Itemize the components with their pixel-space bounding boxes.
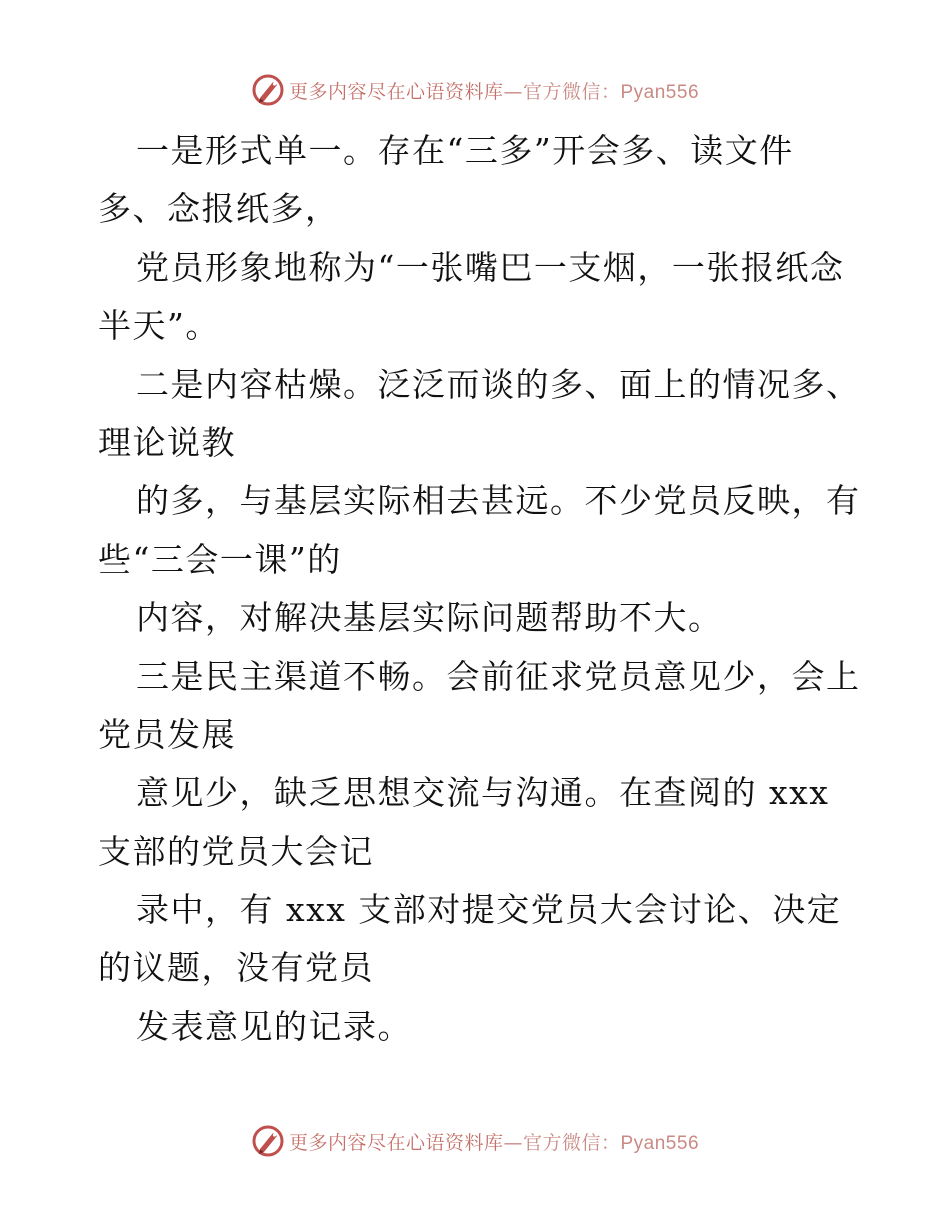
header-watermark-wechat-label: 官方微信： <box>522 80 621 103</box>
text-line-13: 支部的党员大会记 <box>98 831 374 871</box>
text-line-7: 的多，与基层实际相去甚远。不少党员反映，有 <box>136 481 861 521</box>
text-line-1: 一是形式单一。存在“三多”开会多、读文件 <box>136 131 794 170</box>
footer-watermark-wechat-label: 官方微信： <box>522 1131 621 1154</box>
header-watermark-banner <box>0 70 950 110</box>
text-line-5: 二是内容枯燥。泛泛而谈的多、面上的情况多、 <box>136 364 861 404</box>
text-line-11: 党员发展 <box>98 714 236 754</box>
footer-watermark-main: 更多内容尽在心语资料库 <box>288 1131 504 1154</box>
header-watermark-separator: — <box>503 80 523 103</box>
text-line-10: 三是民主渠道不畅。会前征求党员意见少，会上 <box>136 656 861 696</box>
header-watermark-text <box>289 77 699 104</box>
text-line-9: 内容，对解决基层实际问题帮助不大。 <box>136 598 723 638</box>
footer-watermark-text <box>289 1128 699 1155</box>
text-line-15: 的议题，没有党员 <box>98 948 374 988</box>
footer-watermark-banner <box>0 1121 950 1161</box>
pen-circle-logo-icon <box>251 73 285 107</box>
footer-watermark-wechat-id: Pyan556 <box>620 1132 700 1154</box>
pen-circle-logo-icon <box>251 1124 285 1158</box>
header-watermark-wechat-id: Pyan556 <box>620 81 700 103</box>
text-line-6: 理论说教 <box>98 422 236 462</box>
text-line-3: 党员形象地称为“一张嘴巴一支烟，一张报纸念 <box>136 247 845 287</box>
text-line-8: 些“三会一课”的 <box>98 539 342 579</box>
text-line-16: 发表意见的记录。 <box>136 1006 412 1046</box>
document-body <box>98 122 861 1056</box>
text-line-2: 多、念报纸多， <box>98 189 340 229</box>
text-line-14: 录中，有 xxx 支部对提交党员大会讨论、决定 <box>136 890 842 930</box>
footer-watermark-separator: — <box>503 1131 523 1154</box>
text-line-12: 意见少，缺乏思想交流与沟通。在查阅的 xxx <box>136 773 830 813</box>
text-line-4: 半天”。 <box>98 306 220 346</box>
header-watermark-main: 更多内容尽在心语资料库 <box>288 80 504 103</box>
